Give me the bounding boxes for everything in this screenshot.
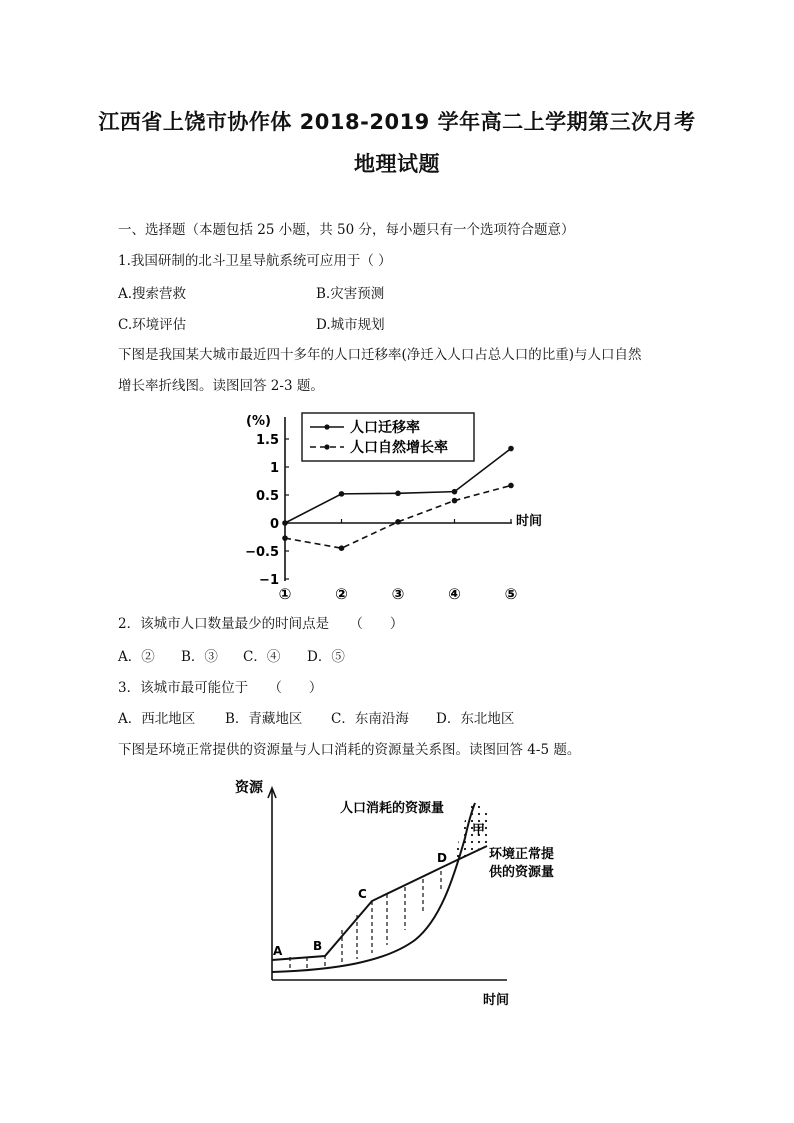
q2-option-d: D．⑤: [307, 649, 345, 665]
migration-rate-point: [508, 446, 514, 452]
environment-supply-label-line1: 环境正常提: [489, 847, 555, 862]
x-tick-label: ④: [448, 585, 461, 603]
migration-rate-point: [395, 491, 401, 497]
x-tick-label: ①: [278, 585, 292, 603]
x-axis-title: 时间: [516, 514, 543, 529]
y-tick-label: −0.5: [245, 545, 279, 560]
x-tick-label: ③: [391, 585, 405, 603]
section-heading: 一、选择题（本题包括 25 小题，共 50 分，每小题只有一个选项符合题意）: [118, 222, 575, 238]
y-tick-label: 1.5: [255, 433, 279, 448]
point-a-label: A: [273, 944, 283, 958]
natural-growth-rate-point: [282, 535, 288, 541]
legend-label: 人口迁移率: [350, 420, 420, 436]
y-tick-label: 0.5: [255, 489, 279, 504]
chart1-legend: [302, 413, 474, 461]
natural-growth-rate-point: [452, 498, 458, 504]
question-1-stem: 1.我国研制的北斗卫星导航系统可应用于（ ）: [118, 253, 392, 269]
migration-rate-point: [339, 491, 345, 497]
x-tick-label: ②: [335, 585, 348, 603]
intro-q4-5: 下图是环境正常提供的资源量与人口消耗的资源量关系图。读图回答 4-5 题。: [118, 742, 581, 758]
x-axis-label-time: 时间: [483, 993, 510, 1008]
doc-title-line2: 地理试题: [354, 152, 440, 176]
q1-option-c: C.环境评估: [118, 317, 187, 333]
y-axis-unit-label: (%): [246, 414, 271, 429]
population-rate-line-chart: [240, 405, 570, 605]
migration-rate-point: [282, 520, 288, 526]
natural-growth-rate-point: [395, 519, 401, 525]
region-jia-label: 甲: [472, 823, 486, 838]
y-tick-label: 1: [269, 461, 279, 476]
natural-growth-rate-point: [339, 545, 345, 551]
y-tick-label: −1: [259, 573, 279, 588]
intro-q2-3-line2: 增长率折线图。读图回答 2-3 题。: [118, 378, 324, 394]
migration-rate-point: [452, 489, 458, 495]
q3-option-d: D．东北地区: [436, 711, 515, 727]
question-2-stem: 2．该城市人口数量最少的时间点是 （ ）: [118, 616, 404, 632]
resource-relationship-chart: [225, 770, 595, 1010]
q2-option-c: C．④: [243, 649, 281, 665]
point-d-label: D: [437, 851, 447, 865]
q1-option-b: B.灾害预测: [316, 286, 385, 302]
intro-q2-3-line1: 下图是我国某大城市最近四十多年的人口迁移率(净迁入人口占总人口的比重)与人口自然: [118, 347, 642, 363]
legend-marker: [324, 444, 329, 449]
point-c-label: C: [358, 887, 367, 901]
q3-option-b: B．青藏地区: [225, 711, 303, 727]
point-b-label: B: [313, 939, 323, 953]
y-tick-label: 0: [269, 517, 279, 532]
natural-growth-rate-point: [508, 483, 514, 489]
q2-option-b: B．③: [181, 649, 218, 665]
y-axis-label-resources: 资源: [235, 780, 263, 796]
q1-option-d: D.城市规划: [316, 317, 385, 333]
environment-supply-line: [272, 846, 487, 960]
q3-option-c: C．东南沿海: [331, 711, 409, 727]
q3-option-a: A．西北地区: [118, 711, 196, 727]
x-tick-label: ⑤: [504, 585, 518, 603]
legend-label: 人口自然增长率: [350, 440, 448, 456]
q1-option-a: A.搜索营救: [118, 286, 187, 302]
question-3-stem: 3．该城市最可能位于 （ ）: [118, 680, 323, 696]
doc-title-line1: 江西省上饶市协作体 2018-2019 学年高二上学期第三次月考: [98, 110, 696, 134]
environment-supply-label-line2: 供的资源量: [489, 865, 555, 880]
population-consumption-curve: [272, 803, 475, 972]
legend-marker: [324, 424, 329, 429]
q2-option-a: A．②: [118, 649, 155, 665]
population-consumption-label: 人口消耗的资源量: [340, 801, 445, 816]
